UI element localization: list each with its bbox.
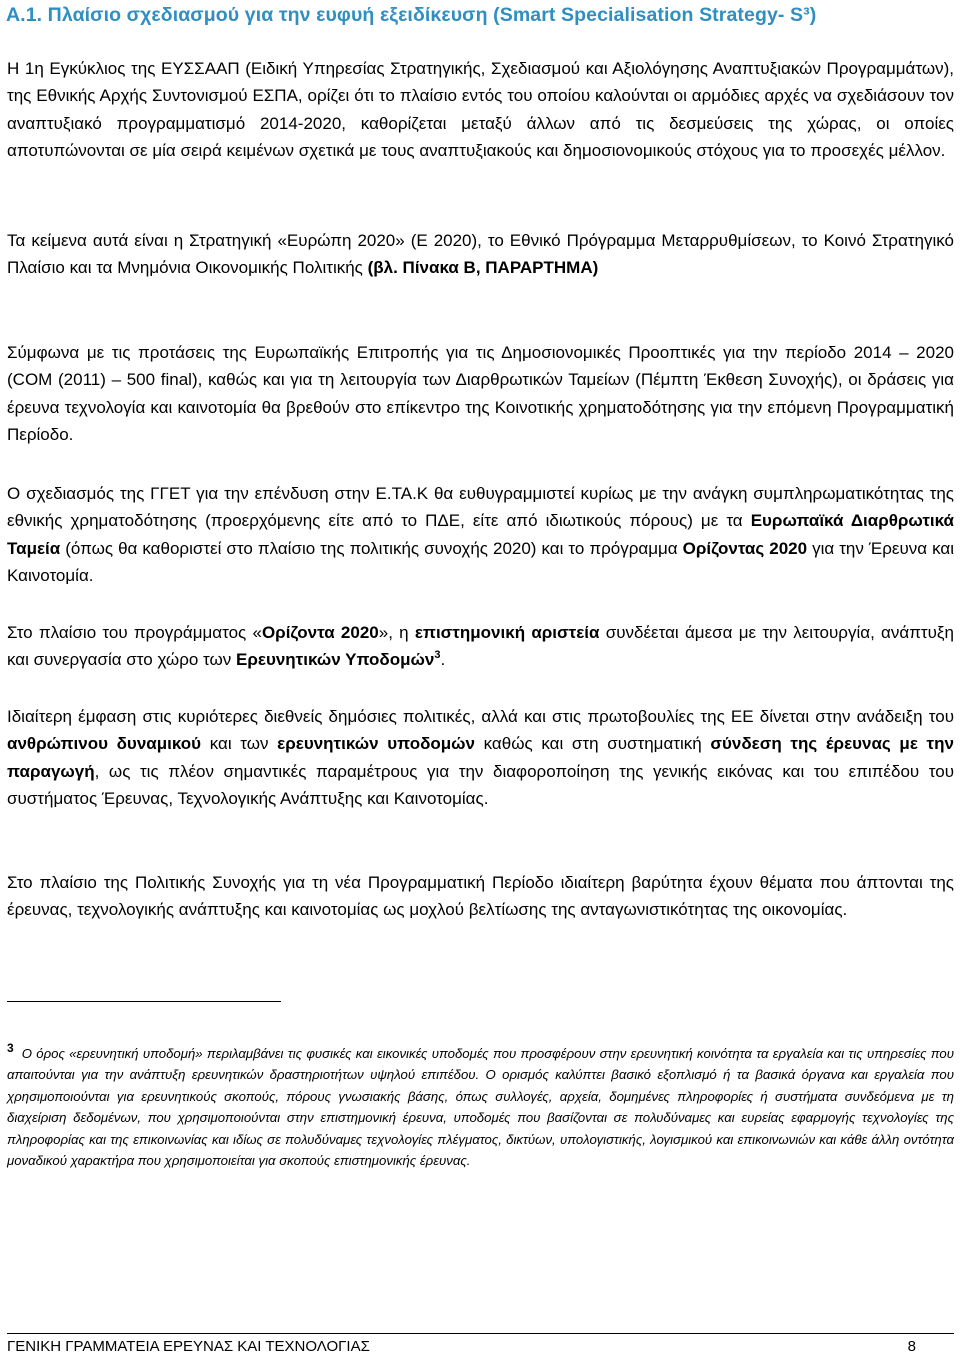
paragraph-emphasis (7, 703, 954, 813)
text-run: (όπως θα καθοριστεί στο πλαίσιο της πολιτικής συνοχής 2020) και το πρόγραμμα (60, 538, 683, 558)
footnote-text: Ο όρος «ερευνητική υποδομή» περιλαμβάνει τις φυσικές και εικονικές υποδομές που προσφέρουν στην ερευνητική κοινότητα τα εργαλεία και τις υπηρεσίες που απαιτούνται για την ανάπτυξη ερευνητικών δραστηριοτήτων υψηλού επιπέδου. Ο ορισμός καλύπτει βασικό εξοπλισμό ή τα βασικά όργανα και εργαλεία που χρησιμοποιούνται για ερευνητικούς σκοπούς, πόρους γνωσιακής βάσης, όπως συλλογές, αρχεία, δομημένες πληροφορίες ή συστήματα συνδεόμενα με τη διαχείριση δεδομένων, που χρησιμοποιούνται στην επιστημονική έρευνα, υποδομές που βασίζονται σε πολυδύναμες και ευρείας εφαρμογής τεχνολογίες της πληροφορίας και της επικοινωνίας και ιδίως σε πολυδύναμες τεχνολογίες πλέγματος, δικτύων, υπολογιστικής, λογισμικού και επικοινωνιών και κάθε άλλη οντότητα μοναδικού χαρακτήρα που χρησιμοποιείται για σκοπούς επιστημονικής έρευνας. (7, 1046, 954, 1169)
text-run: Στο πλαίσιο του προγράμματος « (7, 623, 262, 642)
footnote (7, 1043, 954, 1171)
footnote-reference[interactable]: 3 (434, 649, 441, 662)
text-run: », η (378, 623, 415, 642)
paragraph-cohesion-policy: Στο πλαίσιο της Πολιτικής Συνοχής για τη νέα Προγραμματική Περίοδο ιδιαίτερη βαρύτητα έχουν θέματα που άπτονται της έρευνας, τεχνολογικής ανάπτυξης και καινοτομίας ως μοχλού βελτίωσης της ανταγωνιστικότητας της οικονομίας. (7, 873, 954, 920)
bold-horizon-2020: Ορίζοντας 2020 (682, 538, 808, 558)
paragraph-documents (7, 227, 954, 282)
paragraph-documents-text: Τα κείμενα αυτά είναι η Στρατηγική «Ευρώπη 2020» (Ε 2020), το Εθνικό Πρόγραμμα Μεταρρυθμίσεων, το Κοινό Στρατηγικό Πλαίσιο και τα Μνημόνια Οικονομικής Πολιτικής (7, 231, 954, 278)
footer-organization: ΓΕΝΙΚΗ ΓΡΑΜΜΑΤΕΙΑ ΕΡΕΥΝΑΣ ΚΑΙ ΤΕΧΝΟΛΟΓΙΑΣ (7, 1338, 370, 1355)
section-heading: A.1. Πλαίσιο σχεδιασμού για την ευφυή εξειδίκευση (Smart Specialisation Strategy- S³) (6, 4, 817, 26)
bold-scientific-excellence: επιστημονική αριστεία (414, 623, 600, 642)
text-run: . (440, 650, 446, 670)
bold-research-infrastructure: ερευνητικών υποδομών (277, 734, 475, 754)
text-run: συνδέεται άμεσα με την λειτουργία, ανάπτυξη και συνεργασία στο χώρο των (7, 623, 955, 670)
paragraph-documents-ref: (βλ. Πίνακα Β, ΠΑΡΑΡΤΗΜΑ) (367, 258, 599, 278)
page-number: 8 (907, 1338, 916, 1355)
text-run: Ιδιαίτερη έμφαση στις κυριότερες διεθνείς δημόσιες πολιτικές, αλλά και στις πρωτοβουλίες της ΕΕ δίνεται στην ανάδειξη του (7, 707, 954, 726)
paragraph-gget-planning (7, 480, 954, 590)
text-run: , ως τις πλέον σημαντικές παραμέτρους για την διαφοροποίηση της γενικής εικόνας και του επιπέδου του συστήματος Έρευνας, Τεχνολογικής Ανάπτυξης και Καινοτομίας. (7, 761, 954, 809)
bold-research-production-link: σύνδεση της έρευνας με την παραγωγή (7, 734, 954, 781)
text-run: Ο σχεδιασμός της ΓΓΕΤ για την επένδυση στην Ε.ΤΑ.Κ θα ευθυγραμμιστεί κυρίως με την ανάγκη συμπληρωματικότητας της εθνικής χρηματοδότησης (προερχόμενης είτε από το ΠΔΕ, είτε από ιδιωτικούς πόρους) με τα (7, 484, 954, 531)
bold-research-infrastructures: Ερευνητικών Υποδομών (236, 650, 435, 670)
footnote-separator (7, 1001, 281, 1002)
footer-separator (7, 1333, 954, 1334)
bold-human-resources: ανθρώπινου δυναμικού (7, 734, 202, 754)
text-run: για την Έρευνα και Καινοτομία. (7, 538, 955, 586)
text-run: και των (201, 734, 278, 754)
bold-horizon: Ορίζοντα 2020 (261, 623, 379, 642)
paragraph-commission-proposals: Σύμφωνα με τις προτάσεις της Ευρωπαϊκής Επιτροπής για τις Δημοσιονομικές Προοπτικές για την περίοδο 2014 – 2020 (COM (2011) – 500 final), καθώς και για τη λειτουργία των Διαρθρωτικών Ταμείων (Πέμπτη Έκθεση Συνοχής), οι δράσεις για έρευνα τεχνολογία και καινοτομία θα βρεθούν στο επίκεντρο της Κοινοτικής χρηματοδότησης για την επόμενη Προγραμματική Περίοδο. (7, 343, 954, 445)
paragraph-horizon (7, 619, 954, 674)
footnote-mark: 3 (7, 1041, 14, 1055)
paragraph-circular: Η 1η Εγκύκλιος της ΕΥΣΣΑΑΠ (Ειδική Υπηρεσίας Στρατηγικής, Σχεδιασμού και Αξιολόγησης Αναπτυξιακών Προγραμμάτων), της Εθνικής Αρχής Συντονισμού ΕΣΠΑ, ορίζει ότι το πλαίσιο εντός του οποίου καλούνται οι αρμόδιες αρχές να σχεδιάσουν τον αναπτυξιακό προγραμματισμό 2014-2020, καθορίζεται μεταξύ άλλων από τις δεσμεύσεις της χώρας, οι οποίες αποτυπώνονται σε μία σειρά κειμένων σχετικά με τους αναπτυξιακούς και δημοσιονομικούς στόχους για το προσεχές μέλλον. (7, 59, 954, 161)
text-run: καθώς και στη συστηματική (474, 734, 711, 754)
bold-structural-funds: Ευρωπαϊκά Διαρθρωτικά Ταμεία (7, 511, 954, 558)
